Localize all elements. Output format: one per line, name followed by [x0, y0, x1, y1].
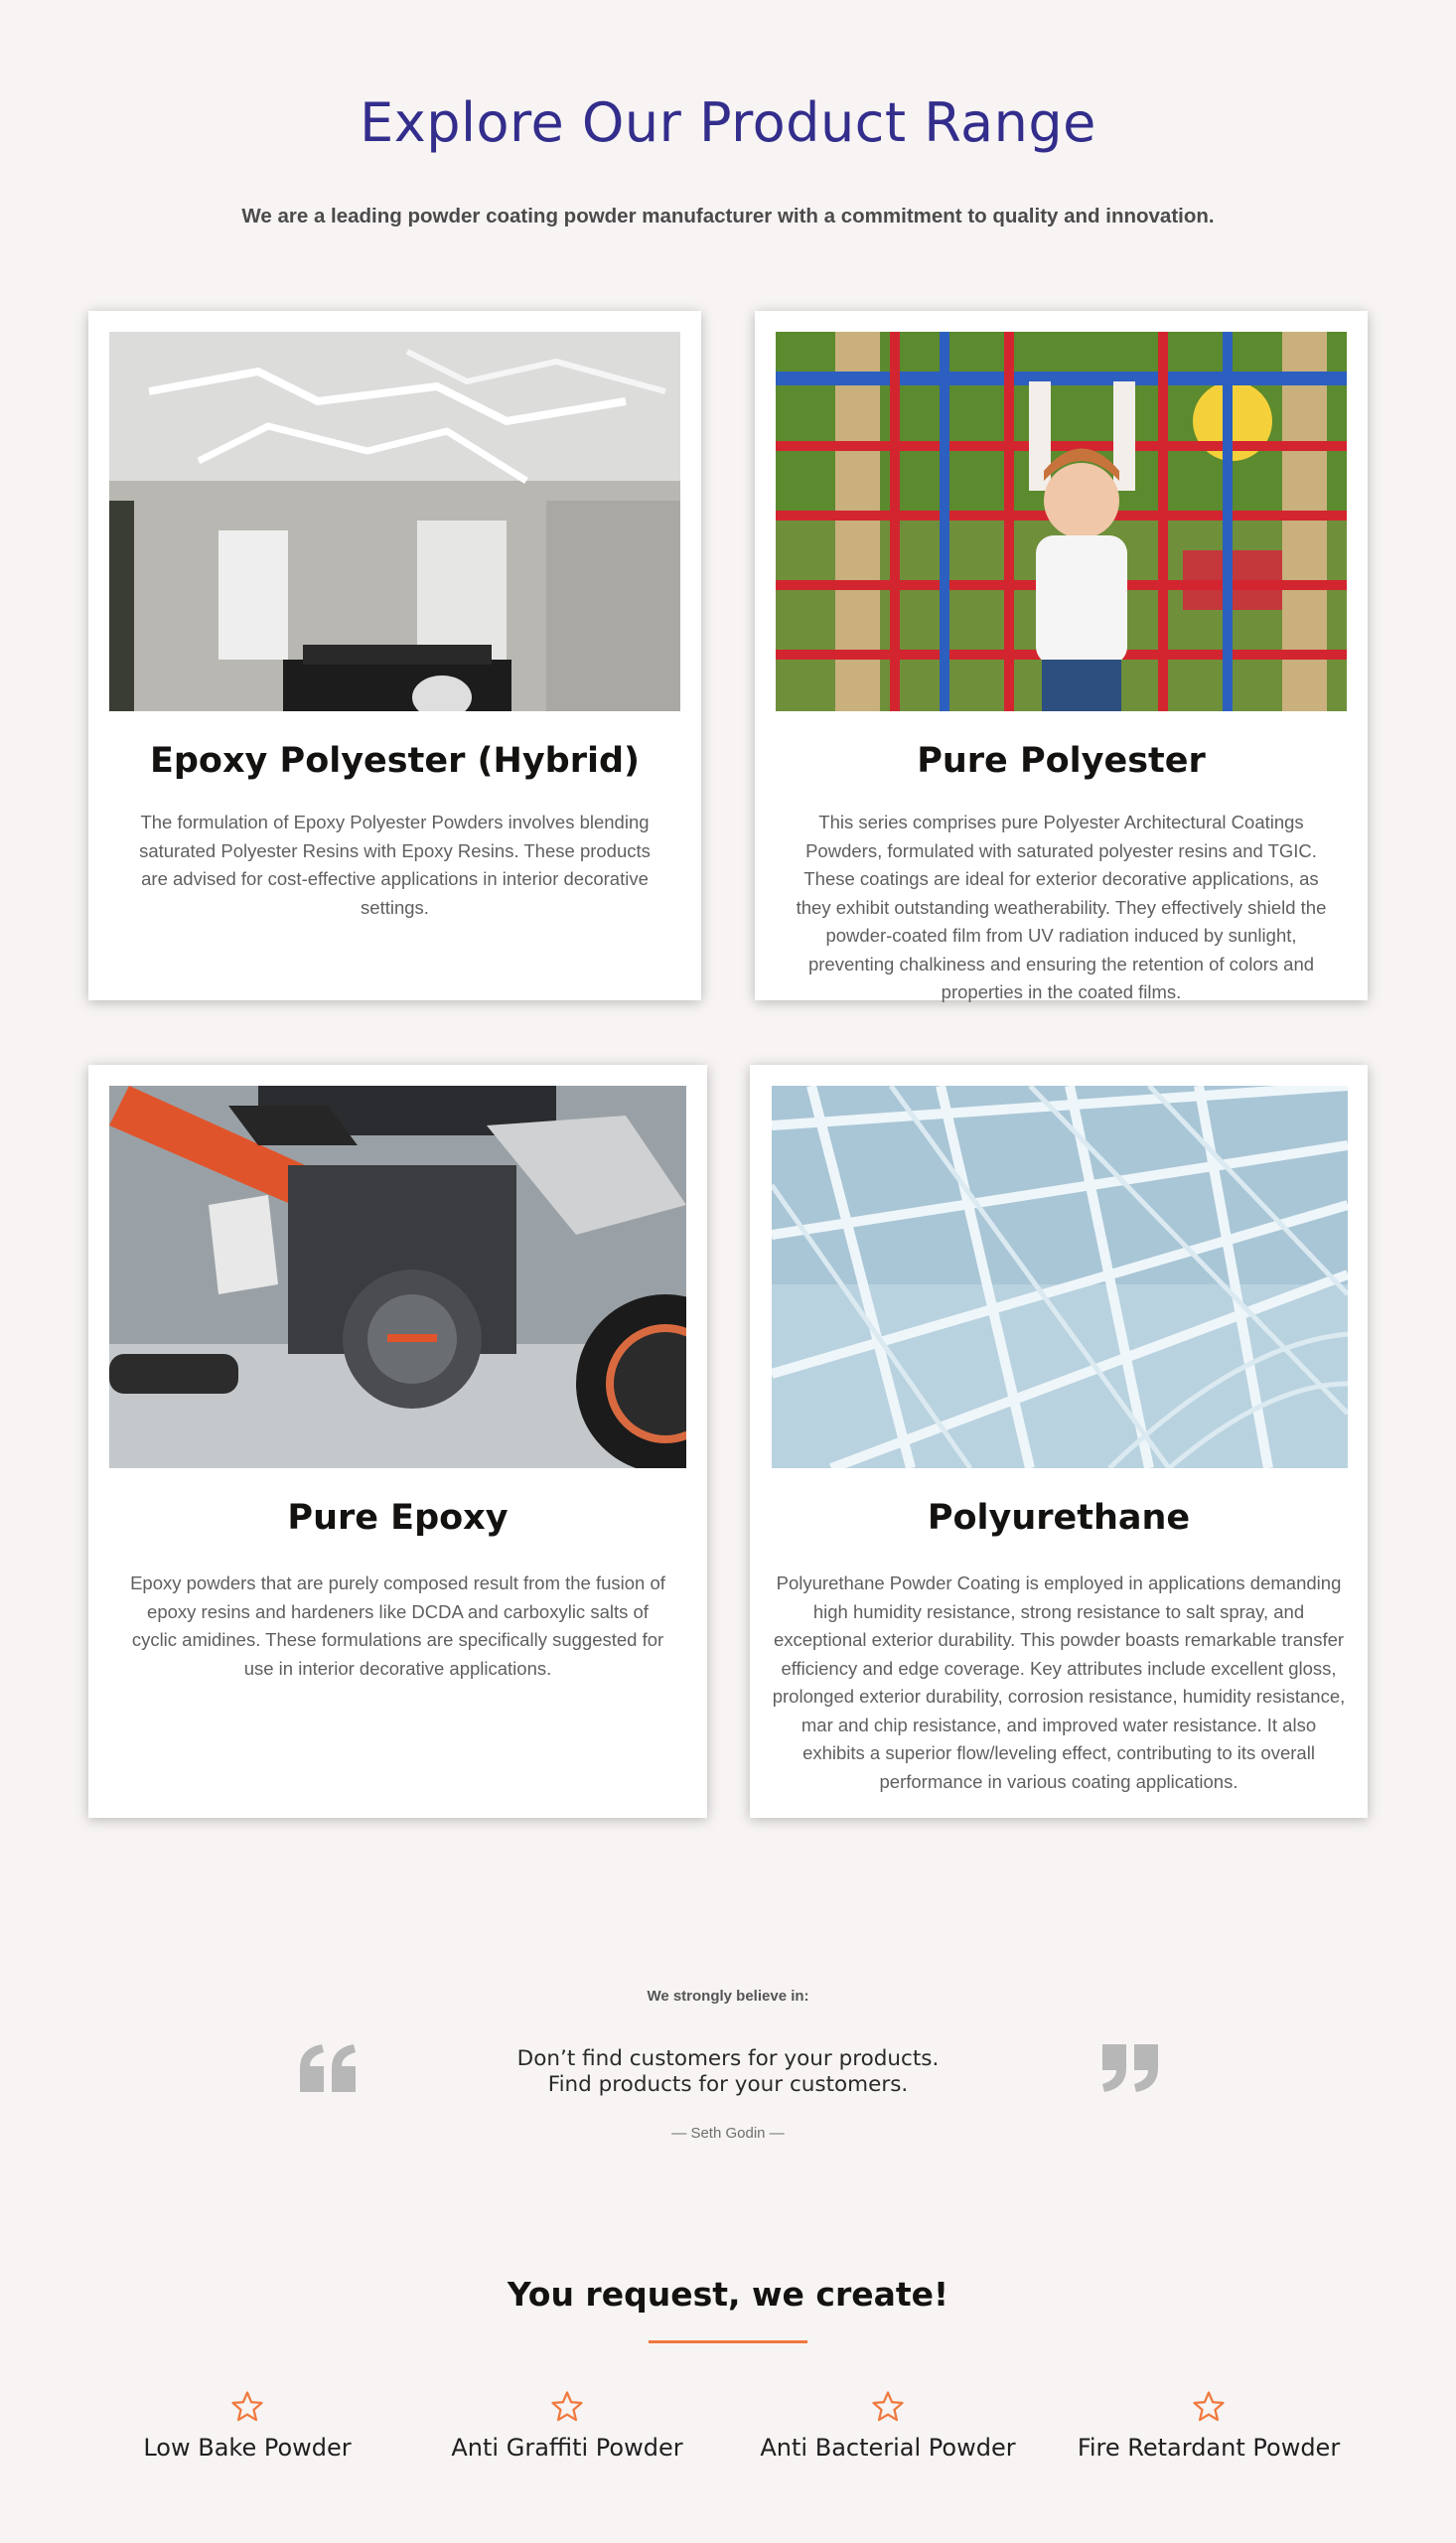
feature-label: Fire Retardant Powder	[1077, 2434, 1341, 2462]
product-title: Polyurethane	[927, 1498, 1191, 1538]
product-card-pure-polyester	[755, 311, 1368, 1000]
close-quote-icon	[1102, 2044, 1158, 2092]
office-interior-image	[109, 332, 680, 711]
product-card-epoxy-polyester	[88, 311, 701, 1000]
page-title: Explore Our Product Range	[360, 91, 1096, 154]
playground-child-image	[776, 332, 1347, 711]
feature-label: Low Bake Powder	[143, 2434, 352, 2462]
cta-title: You request, we create!	[507, 2275, 949, 2314]
quote-author: — Seth Godin —	[671, 2125, 785, 2142]
feature-label: Anti Graffiti Powder	[451, 2434, 683, 2462]
product-title: Epoxy Polyester (Hybrid)	[149, 741, 641, 781]
cta-divider	[649, 2340, 807, 2343]
quote-line-2: Find products for your customers.	[547, 2072, 909, 2097]
product-description: Epoxy powders that are purely composed result from the fusion of epoxy resins and hardeners like DCDA and carboxylic salts of cyclic amidines. These formulations are specifically suggested for use in interior decorative applications.	[130, 1572, 665, 1679]
intro-text: We are a leading powder coating powder manufacturer with a commitment to quality and innovation.	[241, 205, 1215, 227]
quote-line-1: Don’t find customers for your products.	[516, 2046, 940, 2071]
star-outline-icon	[1192, 2390, 1226, 2424]
product-title: Pure Epoxy	[287, 1498, 509, 1538]
product-card-pure-epoxy	[88, 1065, 707, 1818]
quote-text	[430, 2046, 1026, 2098]
steel-structure-image	[772, 1086, 1348, 1468]
product-description: This series comprises pure Polyester Architectural Coatings Powders, formulated with saturated polyester resins and TGIC. These coatings are ideal for exterior decorative applications, as they exhibit outstanding weatherability. They effectively shield the powder-coated film from UV radiation induced by sunlight, preventing chalkiness and ensuring the retention of colors and properties in the coated films.	[796, 812, 1327, 1002]
product-description: Polyurethane Powder Coating is employed in applications demanding high humidity resistance, strong resistance to salt spray, and exceptional exterior durability. This powder boasts remarkable transfer efficiency and edge coverage. Key attributes include excellent gloss, prolonged exterior durability, corrosion resistance, humidity resistance, mar and chip resistance, and improved water resistance. It also exhibits a superior flow/leveling effect, contributing to its overall performance in various coating applications.	[772, 1572, 1346, 1792]
open-quote-icon	[300, 2044, 356, 2092]
feature-anti-graffiti-powder	[408, 2390, 726, 2462]
feature-anti-bacterial-powder	[729, 2390, 1047, 2462]
belief-label: We strongly believe in:	[647, 1988, 809, 2005]
product-description: The formulation of Epoxy Polyester Powders involves blending saturated Polyester Resins with Epoxy Resins. These products are advised for cost-effective applications in interior decorative settings.	[139, 812, 651, 918]
star-outline-icon	[871, 2390, 905, 2424]
star-outline-icon	[230, 2390, 264, 2424]
product-title: Pure Polyester	[917, 741, 1206, 781]
feature-fire-retardant-powder	[1050, 2390, 1368, 2462]
feature-label: Anti Bacterial Powder	[760, 2434, 1016, 2462]
product-card-polyurethane	[750, 1065, 1368, 1818]
star-outline-icon	[550, 2390, 584, 2424]
motorcycle-frame-image	[109, 1086, 686, 1468]
feature-low-bake-powder	[88, 2390, 406, 2462]
